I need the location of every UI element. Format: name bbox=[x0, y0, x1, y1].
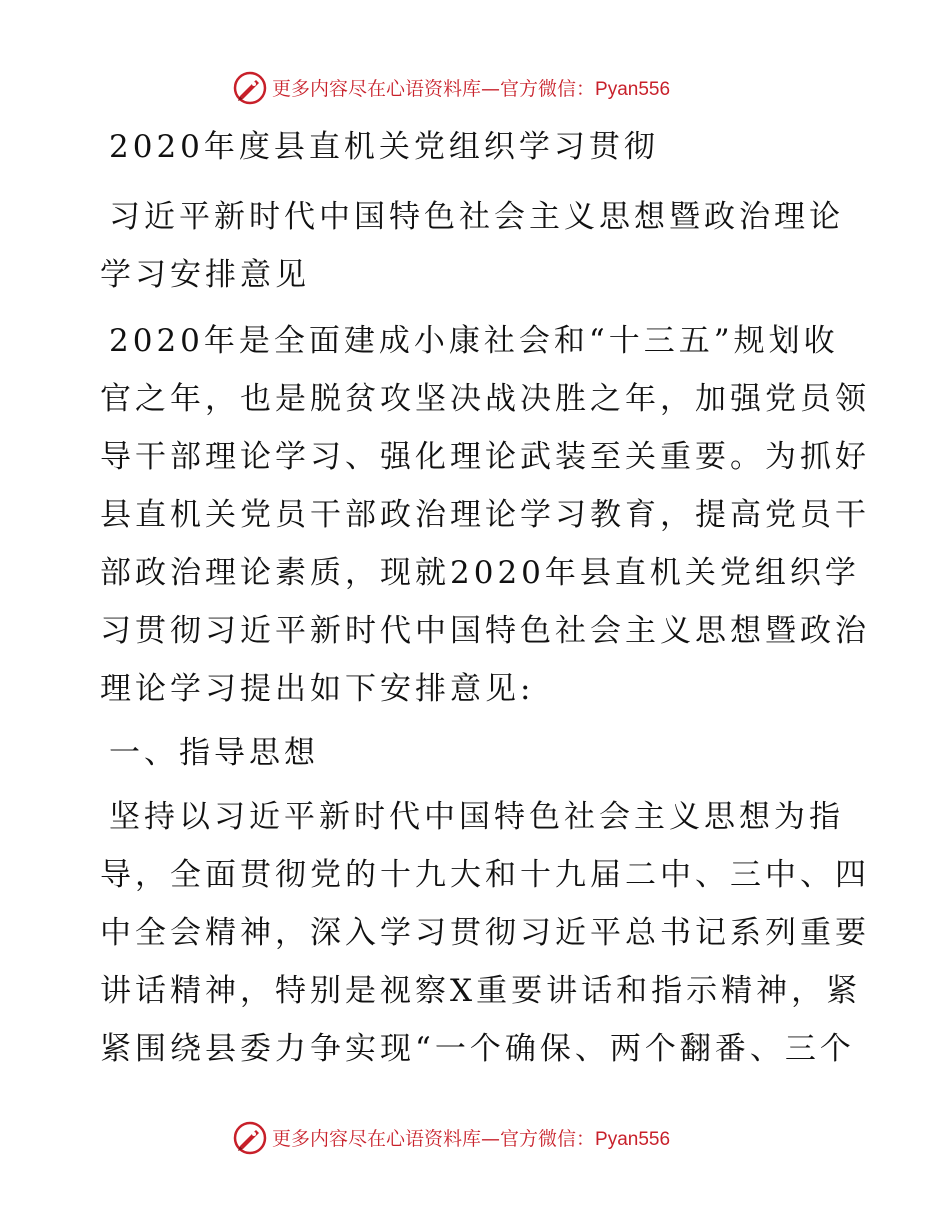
paragraph-line: 官之年，也是脱贫攻坚决战决胜之年，加强党员领 bbox=[100, 381, 870, 417]
header-banner bbox=[0, 64, 950, 114]
banner-main: 更多内容尽在心语资料库 bbox=[272, 1128, 482, 1150]
banner-dash: — bbox=[481, 78, 501, 100]
footer-banner bbox=[0, 1114, 950, 1164]
title-line: 2020年度县直机关党组织学习贯彻 bbox=[109, 129, 659, 165]
banner-account: Pyan556 bbox=[595, 79, 671, 100]
banner-text bbox=[272, 76, 670, 103]
paragraph-line: 县直机关党员干部政治理论学习教育，提高党员干 bbox=[100, 497, 870, 533]
paragraph-line: 习贯彻习近平新时代中国特色社会主义思想暨政治 bbox=[100, 613, 870, 649]
banner-account: Pyan556 bbox=[595, 1129, 671, 1150]
paragraph-line: 坚持以习近平新时代中国特色社会主义思想为指 bbox=[109, 799, 844, 835]
section-paragraph bbox=[100, 788, 870, 1078]
section-heading: 一、指导思想 bbox=[109, 735, 319, 771]
paragraph-line: 2020年是全面建成小康社会和“十三五”规划收 bbox=[109, 323, 839, 359]
banner-text bbox=[272, 1126, 670, 1153]
document-body bbox=[100, 124, 870, 1078]
banner-main: 更多内容尽在心语资料库 bbox=[272, 78, 482, 100]
paragraph-line: 中全会精神，深入学习贯彻习近平总书记系列重要 bbox=[100, 915, 870, 951]
paragraph-line: 理论学习提出如下安排意见: bbox=[100, 671, 535, 707]
paragraph-line: 紧围绕县委力争实现“一个确保、两个翻番、三个 bbox=[100, 1031, 855, 1067]
paragraph-line: 部政治理论素质，现就2020年县直机关党组织学 bbox=[100, 555, 860, 591]
paragraph-line: 讲话精神，特别是视察X重要讲话和指示精神，紧 bbox=[100, 973, 862, 1009]
banner-dash: — bbox=[481, 1128, 501, 1150]
paragraph-line: 导干部理论学习、强化理论武装至关重要。为抓好 bbox=[100, 439, 870, 475]
pen-logo-icon bbox=[232, 70, 268, 106]
pen-logo-icon bbox=[232, 1120, 268, 1156]
title-line: 学习安排意见 bbox=[100, 257, 310, 293]
document-title bbox=[100, 124, 850, 304]
banner-wechat-label: 官方微信： bbox=[500, 1128, 596, 1150]
banner-wechat-label: 官方微信： bbox=[500, 78, 596, 100]
title-line: 习近平新时代中国特色社会主义思想暨政治理论 bbox=[109, 199, 844, 235]
paragraph-line: 导，全面贯彻党的十九大和十九届二中、三中、四 bbox=[100, 857, 870, 893]
intro-paragraph bbox=[100, 312, 870, 718]
